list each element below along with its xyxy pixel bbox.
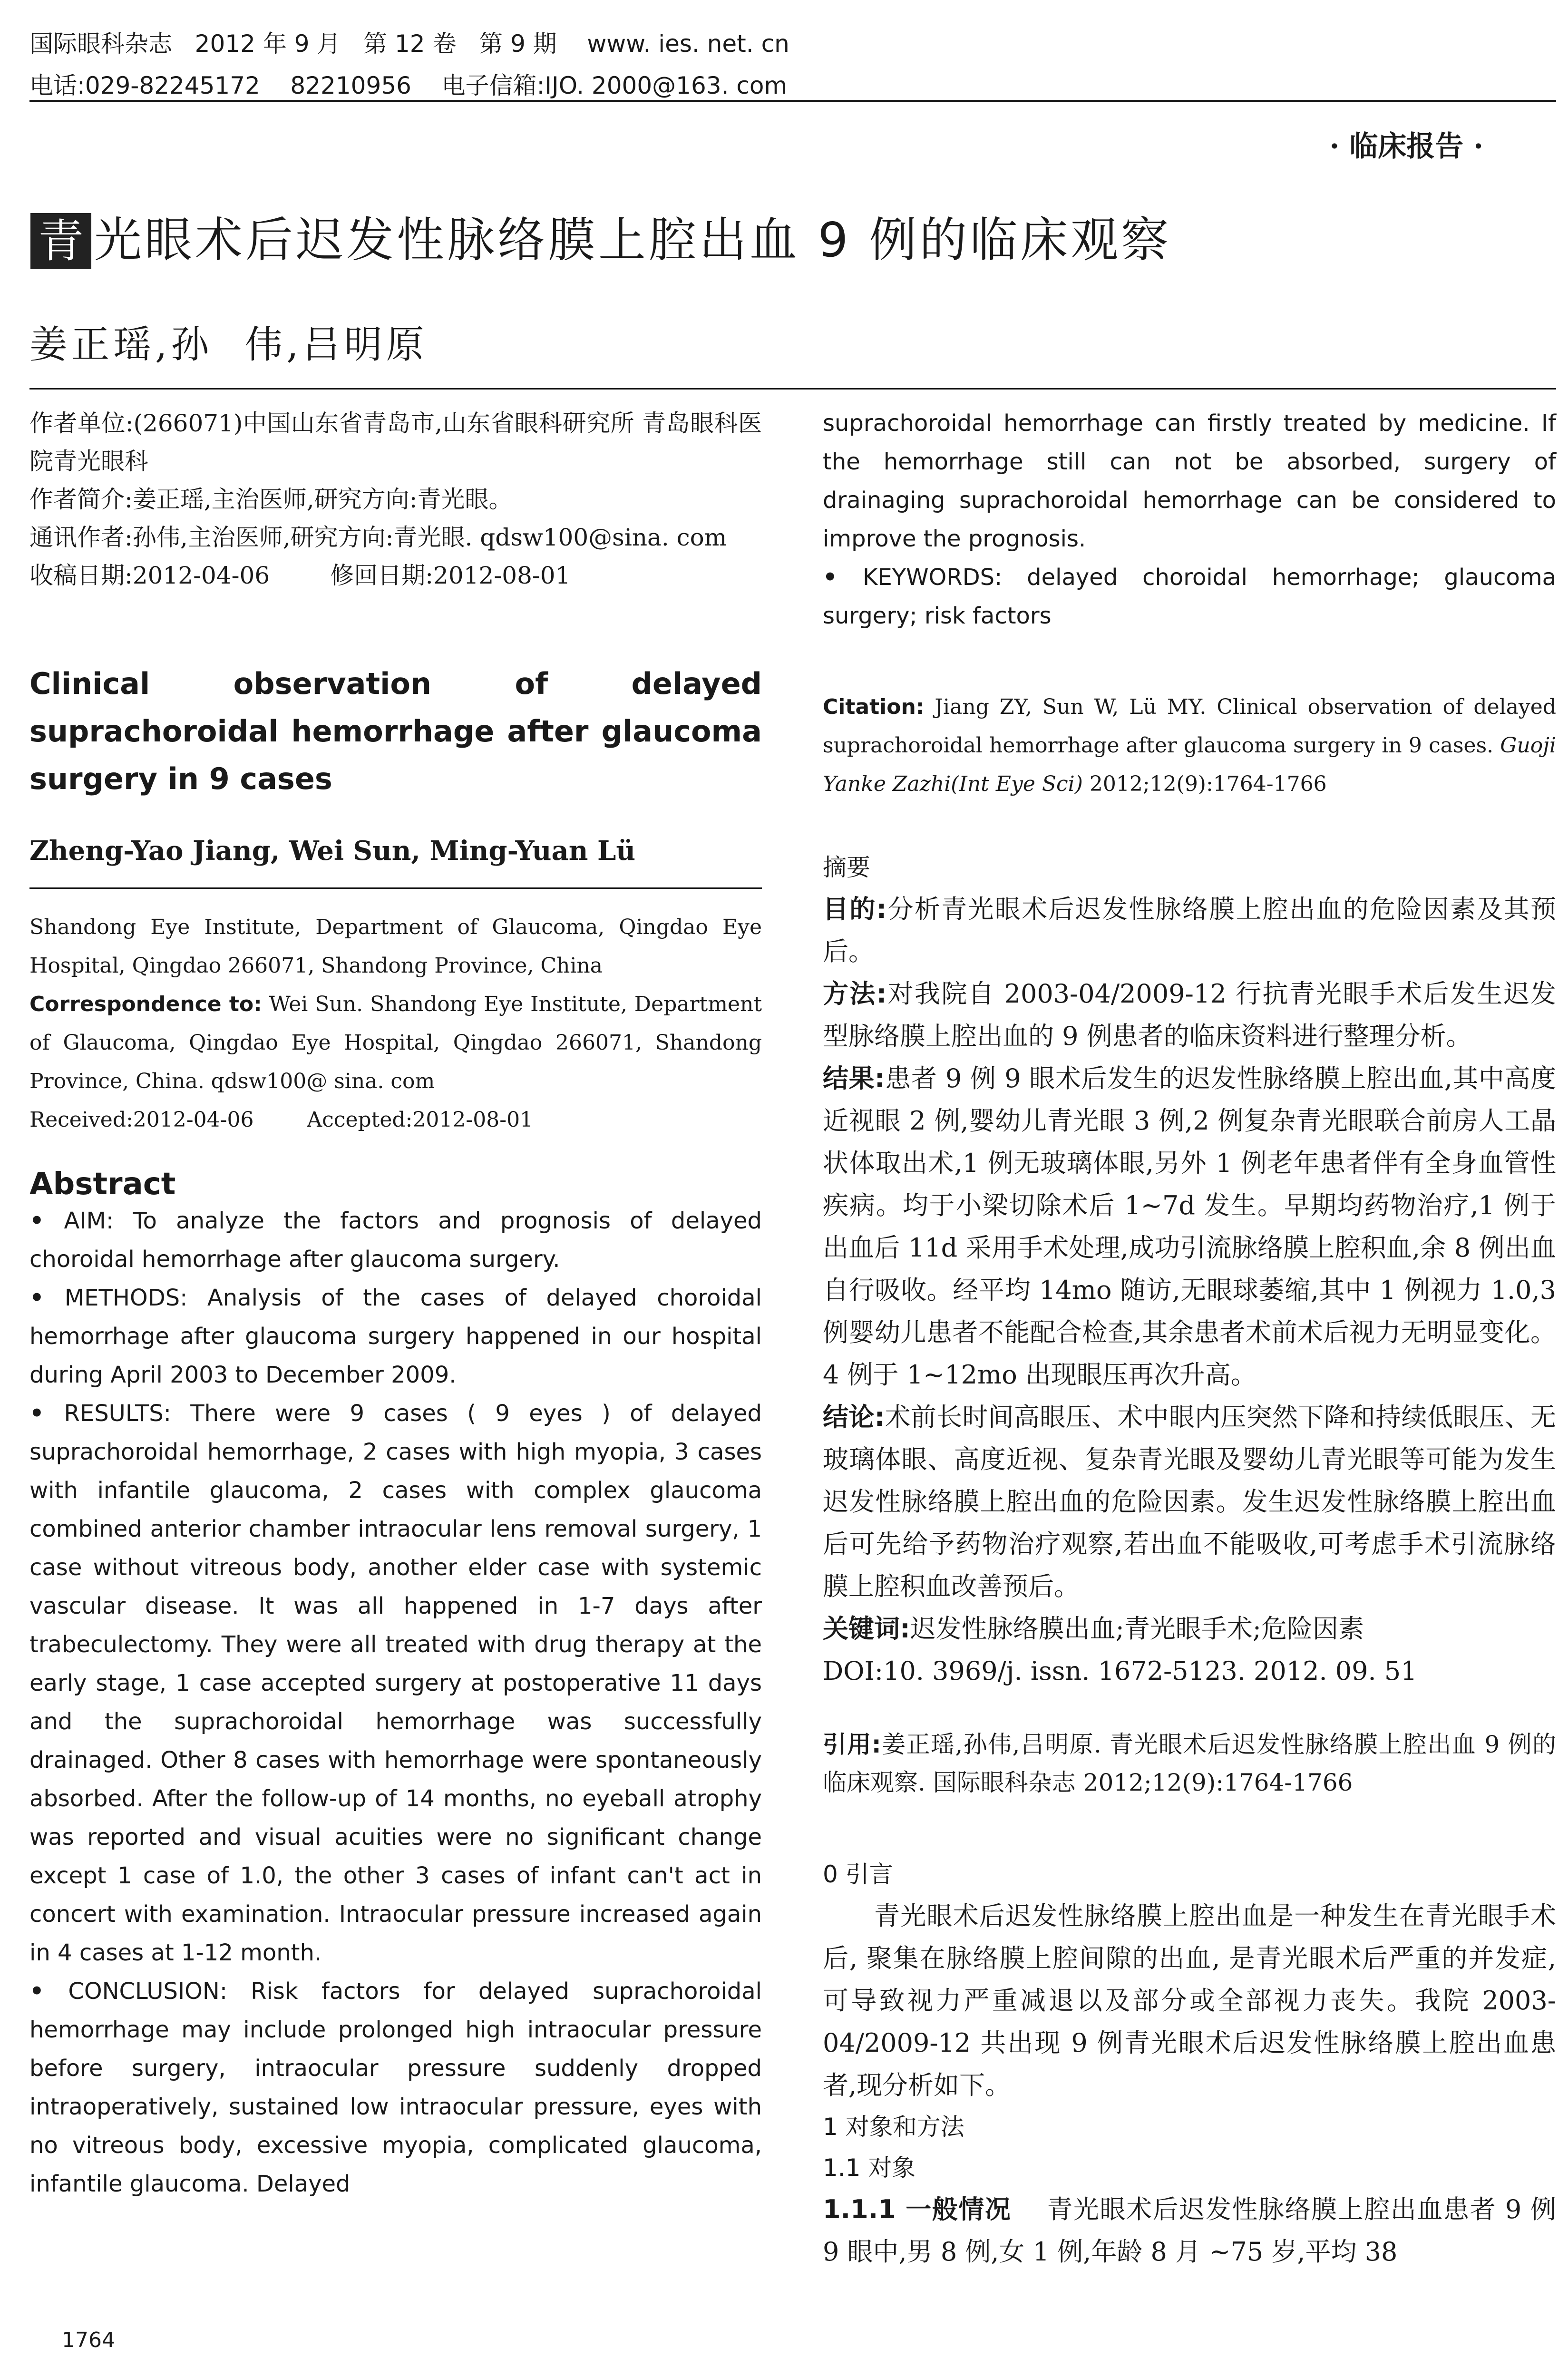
intro-heading: 0 引言	[823, 1861, 893, 1888]
title-divider	[29, 388, 1556, 390]
page-number: 1764	[62, 2328, 115, 2352]
abstract-conclusion-continued: suprachoroidal hemorrhage can firstly treated by medicine. If the hemorrhage still can not be absorbed, surgery of drainaging suprachoroidal hemorrhage can be considered to improve the prognosis.	[823, 410, 1556, 552]
cn-dates: 收稿日期:2012-04-06 修回日期:2012-08-01	[29, 562, 571, 589]
cn-abstract-keywords: 关键词:迟发性脉络膜出血;青光眼手术;危险因素	[823, 1614, 1364, 1644]
journal-header-line1: 国际眼科杂志 2012 年 9 月 第 12 卷 第 9 期 www. ies. net. cn	[29, 30, 789, 58]
english-correspondence: Correspondence to: Wei Sun. Shandong Eye Institute, Department of Glaucoma, Qingdao Eye Hospital, Qingdao 266071, Shandong Province, China. qdsw100@ sina. com	[29, 992, 762, 1093]
cn-abstract-heading: 摘要	[823, 854, 870, 881]
abstract-aim: • AIM: To analyze the factors and prognosis of delayed choroidal hemorrhage after glaucoma surgery.	[29, 1208, 762, 1273]
citation: Citation: Jiang ZY, Sun W, Lü MY. Clinical observation of delayed suprachoroidal hemorrhage after glaucoma surgery in 9 cases. Guoji Yanke Zazhi(Int Eye Sci) 2012;12(9):1764-1766	[823, 695, 1556, 796]
citation-label: Citation:	[823, 695, 925, 719]
left-column	[29, 404, 762, 2203]
abstract-heading: Abstract	[29, 1167, 176, 1202]
abstract-methods: • METHODS: Analysis of the cases of delayed choroidal hemorrhage after glaucoma surgery happened in our hospital during April 2003 to December 2009.	[29, 1285, 762, 1388]
section-heading-1: 1 对象和方法	[823, 2113, 964, 2141]
cn-correspondence: 通讯作者:孙伟,主治医师,研究方向:青光眼. qdsw100@sina. com	[29, 524, 727, 551]
header-divider	[29, 100, 1556, 102]
english-affiliation: Shandong Eye Institute, Department of Glaucoma, Qingdao Eye Hospital, Qingdao 266071, Shandong Province, China	[29, 915, 762, 978]
abstract-keywords: • KEYWORDS: delayed choroidal hemorrhage; glaucoma surgery; risk factors	[823, 564, 1557, 629]
english-dates: Received:2012-04-06 Accepted:2012-08-01	[29, 1108, 534, 1132]
article-title: 光眼术后迟发性脉络膜上腔出血 9 例的临床观察	[94, 212, 1172, 268]
journal-header-line2: 电话:029-82245172 82210956 电子信箱:IJO. 2000@163. com	[29, 72, 788, 99]
intro-paragraph: 青光眼术后迟发性脉络膜上腔出血是一种发生在青光眼手术后, 聚集在脉络膜上腔间隙的出血, 是青光眼术后严重的并发症, 可导致视力严重减退以及部分或全部视力丧失。我院 2003-04/2009-12 共出现 9 例青光眼术后迟发性脉络膜上腔出血患者,现分析如下。	[823, 1901, 1556, 2100]
english-authors: Zheng-Yao Jiang, Wei Sun, Ming-Yuan Lü	[29, 835, 636, 867]
cn-affiliation: 作者单位:(266071)中国山东省青岛市,山东省眼科研究所 青岛眼科医院青光眼科	[29, 409, 762, 475]
abstract-conclusion: • CONCLUSION: Risk factors for delayed suprachoroidal hemorrhage may include prolonged high intraocular pressure before surgery, intraocular pressure suddenly dropped intraoperatively, sustained low intraocular pressure, eyes with no vitreous body, excessive myopia, complicated glaucoma, infantile glaucoma. Delayed	[29, 1978, 762, 2197]
doi: DOI:10. 3969/j. issn. 1672-5123. 2012. 09. 51	[823, 1656, 1417, 1686]
english-title: Clinical observation of delayed suprachoroidal hemorrhage after glaucoma surgery in 9 cases	[29, 666, 762, 796]
section-heading-1-1: 1.1 对象	[823, 2154, 916, 2182]
cn-abstract-results: 结果:患者 9 例 9 眼术后发生的迟发性脉络膜上腔出血,其中高度近视眼 2 例,婴幼儿青光眼 3 例,2 例复杂青光眼联合前房人工晶状体取出术,1 例无玻璃体眼,另外 1 例老年患者伴有全身血管性疾病。均于小梁切除术后 1~7d 发生。早期均药物治疗,1 例于出血后 11d 采用手术处理,成功引流脉络膜上腔积血,余 8 例出血自行吸收。经平均 14mo 随访,无眼球萎缩,其中 1 例视力 1.0,3 例婴幼儿患者不能配合检查,其余患者术前术后视力无明显变化。4 例于 1~12mo 出现眼压再次升高。	[823, 1063, 1556, 1390]
cn-author-intro: 作者简介:姜正瑶,主治医师,研究方向:青光眼。	[29, 486, 513, 513]
right-column	[823, 404, 1565, 2273]
general-info-paragraph: 1.1.1 一般情况 青光眼术后迟发性脉络膜上腔出血患者 9 例 9 眼中,男 8 例,女 1 例,年龄 8 月 ~75 岁,平均 38	[823, 2194, 1565, 2267]
cn-abstract-conclusion: 结论:术前长时间高眼压、术中眼内压突然下降和持续低眼压、无玻璃体眼、高度近视、复杂青光眼及婴幼儿青光眼等可能为发生迟发性脉络膜上腔出血的危险因素。发生迟发性脉络膜上腔出血后可先给予药物治疗观察,若出血不能吸收,可考虑手术引流脉络膜上腔积血改善预后。	[823, 1402, 1556, 1601]
cn-abstract-aim: 目的:分析青光眼术后迟发性脉络膜上腔出血的危险因素及其预后。	[823, 894, 1556, 966]
authors-cn: 姜正瑶,孙 伟,吕明原	[29, 322, 428, 367]
section-tag: · 临床报告 ·	[1329, 130, 1483, 163]
correspondence-label: Correspondence to:	[29, 992, 262, 1016]
cn-citation: 引用:姜正瑶,孙伟,吕明原. 青光眼术后迟发性脉络膜上腔出血 9 例的临床观察. 国际眼科杂志 2012;12(9):1764-1766	[823, 1731, 1556, 1796]
cn-abstract-methods: 方法:对我院自 2003-04/2009-12 行抗青光眼手术后发生迟发型脉络膜上腔出血的 9 例患者的临床资料进行整理分析。	[823, 979, 1556, 1051]
title-first-char: 青	[30, 213, 91, 269]
abstract-results: • RESULTS: There were 9 cases ( 9 eyes ) of delayed suprachoroidal hemorrhage, 2 cases with high myopia, 3 cases with infantile glaucoma, 2 cases with complex glaucoma combined anterior chamber intraocular lens removal surgery, 1 case without vitreous body, another elder case with systemic vascular disease. It was all happened in 1-7 days after trabeculectomy. They were all treated with drug therapy at the early stage, 1 case accepted surgery at postoperative 11 days and the suprachoroidal hemorrhage was successfully drainaged. Other 8 cases with hemorrhage were spontaneously absorbed. After the follow-up of 14 months, no eyeball atrophy was reported and visual acuities were no significant change except 1 case of 1.0, the other 3 cases of infant can't act in concert with examination. Intraocular pressure increased again in 4 cases at 1-12 month.	[29, 1400, 762, 1966]
